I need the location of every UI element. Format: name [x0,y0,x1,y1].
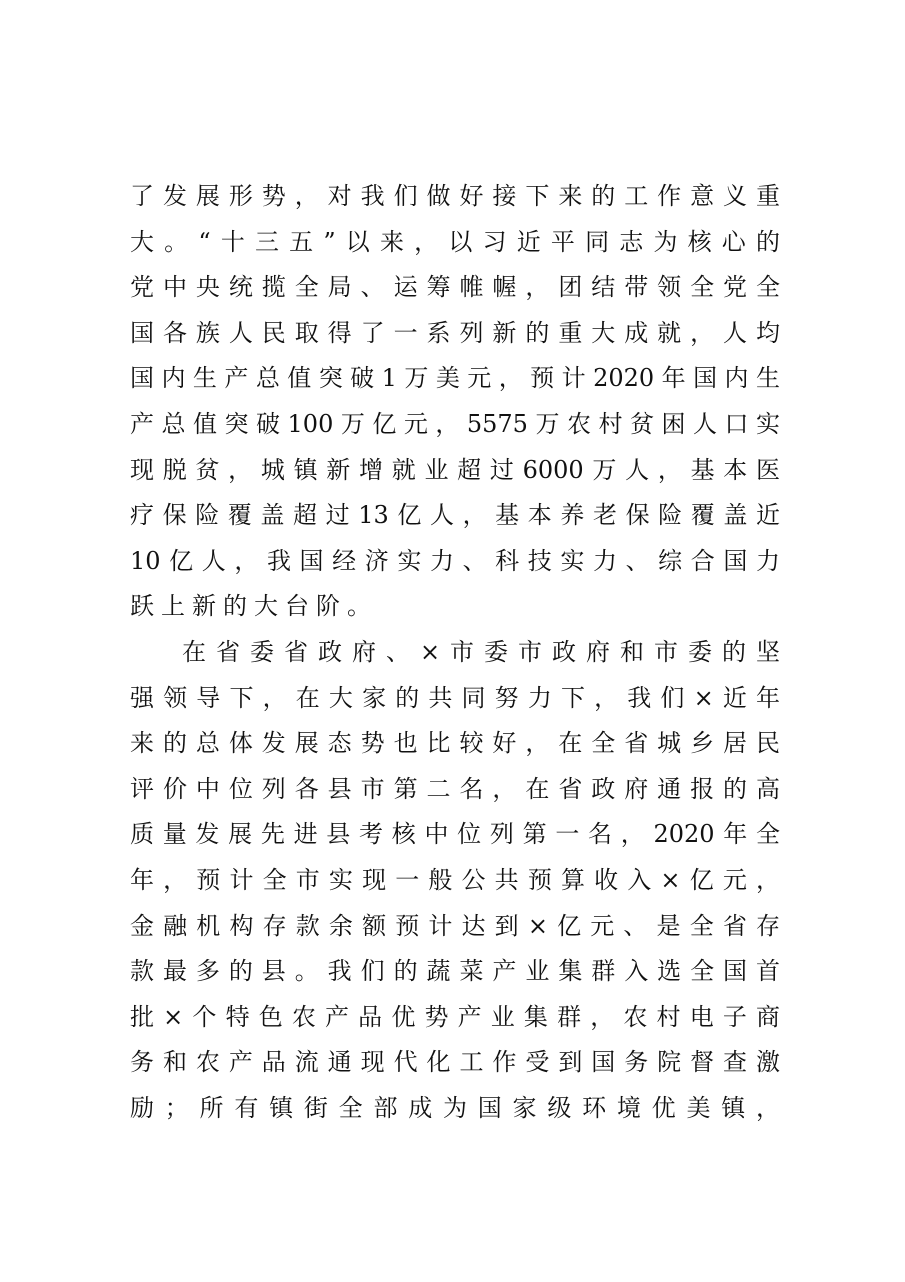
text-line: 了发展形势，对我们做好接下来的工作意义重 [130,182,780,210]
text-line: 国各族人民取得了一系列新的重大成就，人均 [130,318,780,347]
text-line: 大。“十三五”以来，以习近平同志为核心的 [130,227,780,256]
text-line: 党中央统揽全局、运筹帷幄，团结带领全党全 [130,273,780,302]
text-line: 来的总体发展态势也比较好，在全省城乡居民 [130,729,780,758]
text-line: 疗保险覆盖超过13亿人，基本养老保险覆盖近 [130,501,780,530]
paragraph-2 [130,630,780,1132]
text-line: 国内生产总值突破1万美元，预计2020年国内生 [130,364,780,393]
text-line: 10亿人，我国经济实力、科技实力、综合国力 [130,546,780,575]
text-line: 质量发展先进县考核中位列第一名，2020年全 [130,820,780,849]
text-line: 现脱贫，城镇新增就业超过6000万人，基本医 [130,455,780,484]
text-line: 年，预计全市实现一般公共预算收入×亿元， [130,865,780,894]
text-line: 励；所有镇街全部成为国家级环境优美镇， [130,1093,780,1122]
text-line: 强领导下，在大家的共同努力下，我们×近年 [130,683,780,712]
paragraph-1 [130,174,780,630]
text-line: 产总值突破100万亿元，5575万农村贫困人口实 [130,409,780,438]
text-line: 在省委省政府、×市委市政府和市委的坚 [182,637,780,666]
text-line: 评价中位列各县市第二名，在省政府通报的高 [130,774,780,803]
text-line: 批×个特色农产品优势产业集群，农村电子商 [130,1002,780,1031]
text-line: 金融机构存款余额预计达到×亿元、是全省存 [130,911,780,940]
text-line: 务和农产品流通现代化工作受到国务院督查激 [130,1048,780,1077]
text-line: 跃上新的大台阶。 [130,592,378,621]
body-text [130,174,780,1131]
text-line: 款最多的县。我们的蔬菜产业集群入选全国首 [130,957,780,986]
